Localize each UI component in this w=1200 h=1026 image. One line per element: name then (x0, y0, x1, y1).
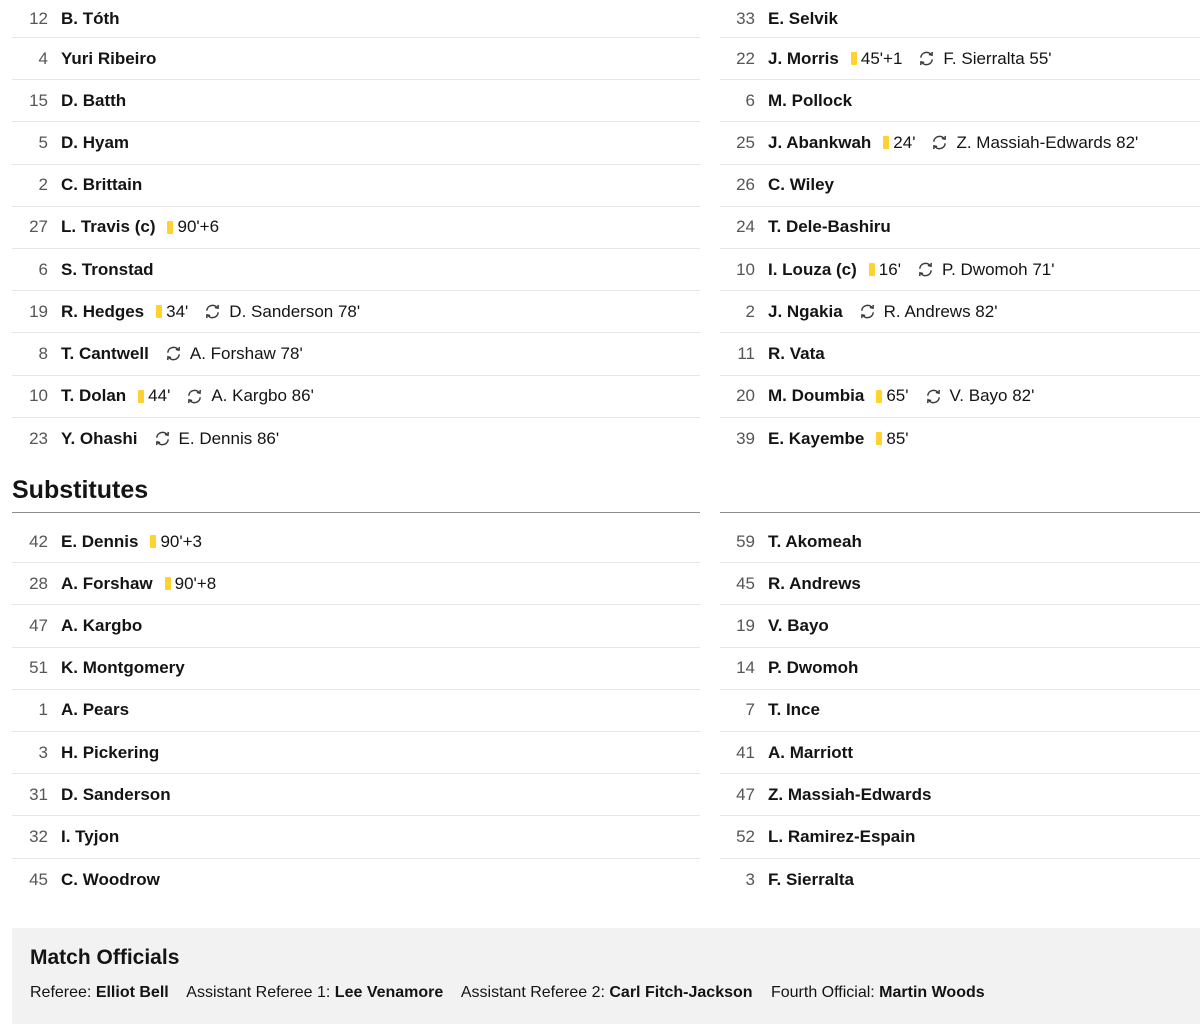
yellow-card-icon (156, 305, 162, 318)
yellow-card-icon (883, 136, 889, 149)
official-role: Assistant Referee 1: (186, 984, 335, 1001)
booking (876, 386, 908, 406)
player-name[interactable]: A. Marriott (768, 742, 853, 762)
shirt-number: 3 (745, 869, 755, 889)
booking (156, 302, 188, 322)
home-substitute-row[interactable] (12, 774, 700, 816)
substitution-text: F. Sierralta 55' (943, 48, 1052, 68)
shirt-number: 45 (29, 869, 48, 889)
player-name[interactable]: I. Tyjon (61, 826, 120, 846)
booking (876, 429, 908, 449)
home-starter-row[interactable] (12, 80, 700, 122)
shirt-number: 2 (745, 301, 755, 321)
player-name[interactable]: M. Doumbia (768, 386, 865, 406)
yellow-card-icon (167, 221, 173, 234)
away-starter-row[interactable] (720, 80, 1200, 122)
shirt-number: 26 (736, 175, 755, 195)
booking (869, 260, 901, 280)
player-name[interactable]: T. Cantwell (61, 343, 149, 363)
shirt-number: 31 (29, 784, 48, 804)
booking-time: 44' (148, 386, 171, 406)
shirt-number: 23 (29, 428, 48, 448)
substitution (925, 386, 1035, 406)
official-referee (30, 984, 169, 1001)
substitutes-divider-away (720, 512, 1200, 513)
substitution (186, 386, 313, 406)
booking (138, 386, 170, 406)
home-substitute-row[interactable] (12, 648, 700, 690)
substitution-text: P. Dwomoh 71' (941, 259, 1055, 279)
substitution-icon (917, 261, 934, 278)
shirt-number: 14 (736, 658, 755, 678)
shirt-number: 7 (745, 700, 755, 720)
shirt-number: 28 (29, 573, 48, 593)
booking-time: 90'+8 (174, 573, 217, 593)
shirt-number: 3 (38, 742, 48, 762)
player-name[interactable]: H. Pickering (61, 742, 160, 762)
home-substitute-row[interactable] (12, 605, 700, 647)
shirt-number: 22 (736, 48, 755, 68)
shirt-number: 12 (29, 8, 48, 28)
shirt-number: 20 (736, 386, 755, 406)
shirt-number: 45 (736, 573, 755, 593)
booking (150, 532, 202, 552)
away-substitute-row[interactable] (720, 521, 1200, 563)
booking-time: 85' (886, 428, 909, 448)
official-name: Lee Venamore (334, 984, 444, 1001)
away-substitute-row[interactable] (720, 648, 1200, 690)
shirt-number: 24 (736, 217, 755, 237)
officials-line (30, 984, 1182, 1002)
substitution-icon (186, 388, 203, 405)
official-role: Assistant Referee 2: (460, 984, 610, 1001)
shirt-number: 6 (38, 259, 48, 279)
player-name[interactable]: L. Ramirez-Espain (768, 826, 916, 846)
shirt-number: 41 (736, 742, 755, 762)
shirt-number: 15 (29, 90, 48, 110)
substitution-icon (859, 303, 876, 320)
substitution (165, 344, 303, 364)
yellow-card-icon (869, 263, 875, 276)
shirt-number: 52 (736, 826, 755, 846)
shirt-number: 47 (29, 615, 48, 635)
shirt-number: 19 (736, 615, 755, 635)
official-name: Martin Woods (879, 984, 985, 1001)
away-starter-row[interactable] (720, 291, 1200, 333)
substitution (917, 260, 1055, 280)
shirt-number: 51 (29, 658, 48, 678)
shirt-number: 10 (736, 259, 755, 279)
home-substitute-row[interactable] (12, 732, 700, 774)
player-name[interactable]: R. Vata (768, 343, 825, 363)
home-starter-row[interactable] (12, 38, 700, 80)
booking-time: 34' (166, 301, 189, 321)
substitution-text: Z. Massiah-Edwards 82' (956, 132, 1139, 152)
yellow-card-icon (138, 390, 144, 403)
official-fourth-official (771, 984, 985, 1001)
home-starter-row[interactable] (12, 122, 700, 164)
substitution-text: A. Kargbo 86' (211, 386, 314, 406)
shirt-number: 4 (38, 48, 48, 68)
home-starter-row[interactable] (12, 0, 700, 38)
shirt-number: 1 (38, 700, 48, 720)
away-substitute-row[interactable] (720, 690, 1200, 732)
player-name[interactable]: T. Dolan (61, 386, 127, 406)
shirt-number: 42 (29, 531, 48, 551)
home-substitute-row[interactable] (12, 521, 700, 563)
yellow-card-icon (876, 390, 882, 403)
official-role: Referee: (30, 984, 96, 1001)
player-name[interactable]: A. Kargbo (61, 615, 143, 635)
away-starting-lineup (720, 0, 1200, 460)
home-starter-row[interactable] (12, 333, 700, 375)
home-starter-row[interactable] (12, 249, 700, 291)
away-substitute-row[interactable] (720, 774, 1200, 816)
booking-time: 90'+6 (177, 217, 220, 237)
substitution-text: R. Andrews 82' (883, 301, 998, 321)
player-name[interactable]: R. Hedges (61, 301, 145, 321)
substitutes-divider-home (12, 512, 700, 513)
shirt-number: 39 (736, 428, 755, 448)
official-assistant-referee-2 (461, 984, 753, 1001)
shirt-number: 32 (29, 826, 48, 846)
player-name[interactable]: D. Batth (61, 90, 127, 110)
substitution-icon (165, 345, 182, 362)
substitution (154, 429, 280, 449)
yellow-card-icon (150, 535, 156, 548)
player-name[interactable]: E. Kayembe (768, 428, 865, 448)
away-starter-row[interactable] (720, 376, 1200, 418)
player-name[interactable]: F. Sierralta (768, 869, 854, 889)
substitution-icon (931, 134, 948, 151)
player-name[interactable]: Y. Ohashi (61, 428, 138, 448)
away-starter-row[interactable] (720, 122, 1200, 164)
player-name[interactable]: T. Ince (768, 700, 820, 720)
substitution (931, 133, 1138, 153)
shirt-number: 47 (736, 784, 755, 804)
home-starter-row[interactable] (12, 376, 700, 418)
away-starter-row[interactable] (720, 418, 1200, 460)
home-substitutes-list (12, 521, 700, 901)
player-name[interactable]: E. Dennis (61, 531, 139, 551)
player-name[interactable]: D. Hyam (61, 132, 130, 152)
player-name[interactable]: R. Andrews (768, 573, 861, 593)
player-name[interactable]: Yuri Ribeiro (61, 48, 157, 68)
player-name[interactable]: J. Abankwah (768, 132, 872, 152)
home-starter-row[interactable] (12, 291, 700, 333)
booking (165, 574, 217, 594)
away-starter-row[interactable] (720, 333, 1200, 375)
booking-time: 65' (886, 386, 909, 406)
away-substitute-row[interactable] (720, 732, 1200, 774)
shirt-number: 19 (29, 301, 48, 321)
away-substitute-row[interactable] (720, 563, 1200, 605)
away-substitute-row[interactable] (720, 816, 1200, 858)
match-officials-panel (12, 928, 1200, 1024)
yellow-card-icon (165, 577, 171, 590)
booking-time: 45'+1 (860, 48, 903, 68)
away-starter-row[interactable] (720, 38, 1200, 80)
player-name[interactable]: C. Woodrow (61, 869, 160, 889)
booking (851, 49, 903, 69)
player-name[interactable]: M. Pollock (768, 90, 853, 110)
shirt-number: 11 (737, 343, 755, 363)
official-assistant-referee-1 (186, 984, 443, 1001)
booking-time: 16' (878, 259, 901, 279)
player-name[interactable]: J. Morris (768, 48, 839, 68)
away-starter-row[interactable] (720, 249, 1200, 291)
player-name[interactable]: K. Montgomery (61, 658, 185, 678)
yellow-card-icon (876, 432, 882, 445)
booking-time: 90'+3 (160, 531, 203, 551)
booking (167, 217, 219, 237)
substitution (918, 49, 1051, 69)
shirt-number: 5 (38, 132, 48, 152)
home-starting-lineup (12, 0, 700, 460)
away-starter-row[interactable] (720, 207, 1200, 249)
player-name[interactable]: E. Selvik (768, 8, 838, 28)
home-substitute-row[interactable] (12, 563, 700, 605)
home-starter-row[interactable] (12, 165, 700, 207)
player-name[interactable]: T. Akomeah (768, 531, 862, 551)
substitution-icon (918, 50, 935, 67)
yellow-card-icon (851, 52, 857, 65)
away-substitute-row[interactable] (720, 605, 1200, 647)
substitution-text: A. Forshaw 78' (189, 343, 303, 363)
away-substitute-row[interactable] (720, 859, 1200, 901)
substitution-text: E. Dennis 86' (178, 428, 280, 448)
player-name[interactable]: P. Dwomoh (768, 658, 859, 678)
home-starter-row[interactable] (12, 418, 700, 460)
away-starter-row[interactable] (720, 0, 1200, 38)
player-name[interactable]: D. Sanderson (61, 784, 171, 804)
player-name[interactable]: Z. Massiah-Edwards (768, 784, 932, 804)
official-name: Carl Fitch-Jackson (609, 984, 753, 1001)
shirt-number: 25 (736, 132, 755, 152)
home-substitute-row[interactable] (12, 859, 700, 901)
shirt-number: 59 (736, 531, 755, 551)
player-name[interactable]: A. Forshaw (61, 573, 153, 593)
shirt-number: 10 (29, 386, 48, 406)
player-name[interactable]: V. Bayo (768, 615, 829, 635)
away-substitutes-list (720, 521, 1200, 901)
shirt-number: 2 (38, 175, 48, 195)
booking (883, 133, 915, 153)
player-name[interactable]: C. Brittain (61, 175, 143, 195)
shirt-number: 27 (29, 217, 48, 237)
substitution-icon (154, 430, 171, 447)
substitution-icon (204, 303, 221, 320)
home-starter-row[interactable] (12, 207, 700, 249)
player-name[interactable]: J. Ngakia (768, 301, 843, 321)
shirt-number: 8 (38, 343, 48, 363)
shirt-number: 6 (745, 90, 755, 110)
player-name[interactable]: C. Wiley (768, 175, 834, 195)
home-substitute-row[interactable] (12, 690, 700, 732)
away-starter-row[interactable] (720, 165, 1200, 207)
booking-time: 24' (893, 132, 916, 152)
player-name[interactable]: L. Travis (c) (61, 217, 156, 237)
home-substitute-row[interactable] (12, 816, 700, 858)
player-name[interactable]: A. Pears (61, 700, 130, 720)
player-name[interactable]: B. Tóth (61, 8, 120, 28)
substitution (204, 302, 360, 322)
match-officials-title: Match Officials (30, 946, 180, 969)
official-name: Elliot Bell (95, 984, 169, 1001)
player-name[interactable]: T. Dele-Bashiru (768, 217, 891, 237)
substitution-text: V. Bayo 82' (949, 386, 1035, 406)
substitution-icon (925, 388, 942, 405)
substitution (859, 302, 998, 322)
player-name[interactable]: I. Louza (c) (768, 259, 857, 279)
shirt-number: 33 (736, 8, 755, 28)
substitutes-heading: Substitutes (12, 476, 149, 504)
player-name[interactable]: S. Tronstad (61, 259, 154, 279)
official-role: Fourth Official: (770, 984, 880, 1001)
substitution-text: D. Sanderson 78' (229, 301, 361, 321)
